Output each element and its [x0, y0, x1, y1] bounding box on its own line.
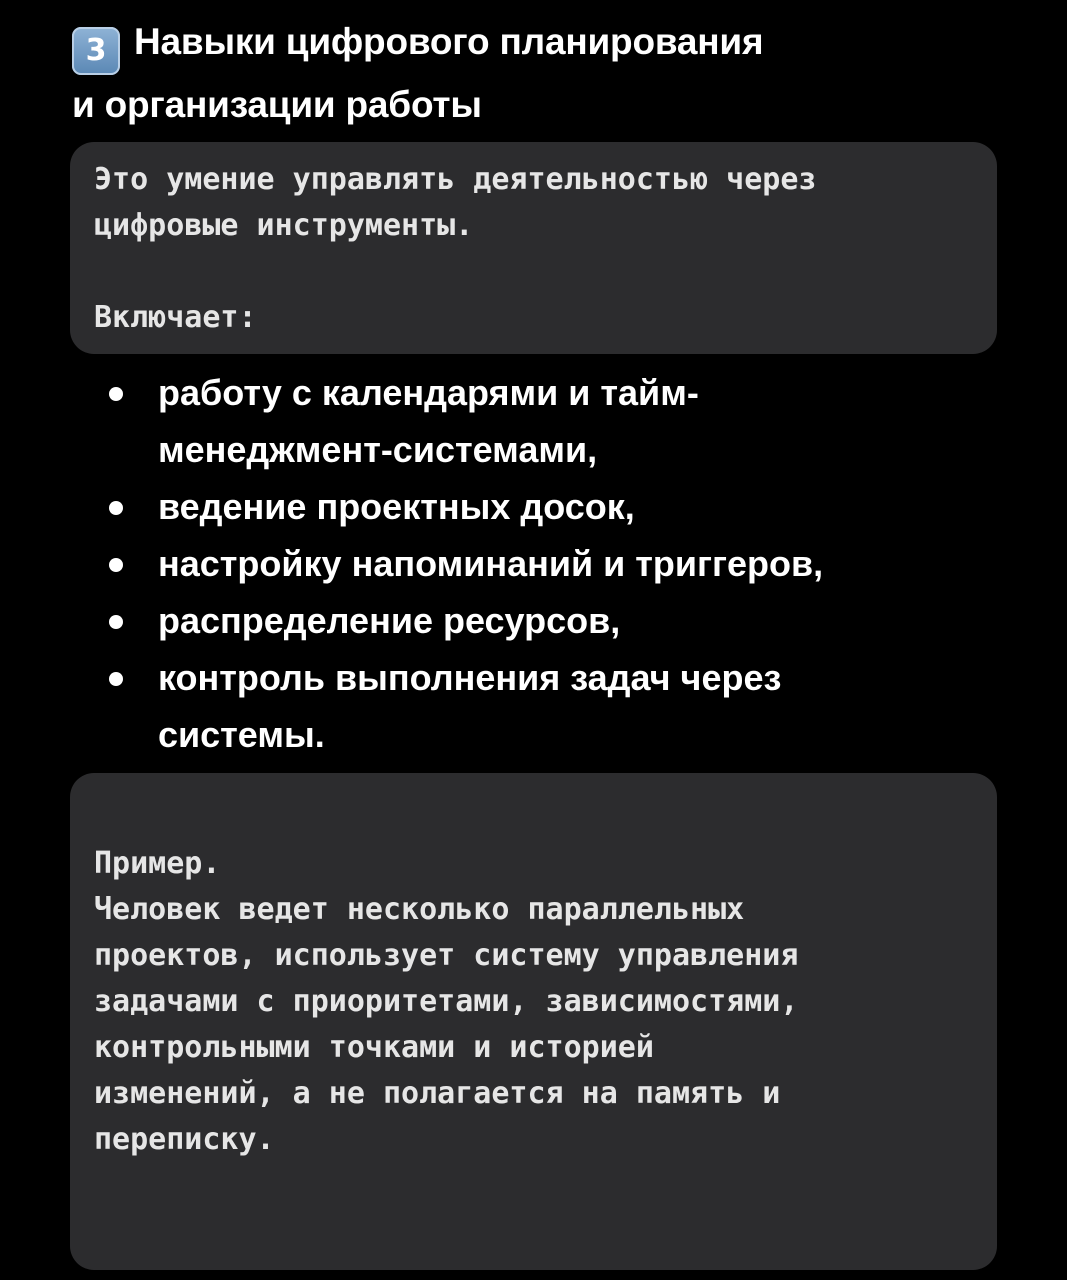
- bullet-icon: [109, 672, 123, 686]
- example-code-block: [70, 773, 997, 1270]
- list-item-text: работу с календарями и тайм-: [158, 372, 699, 413]
- section-heading: [72, 12, 1032, 135]
- example-line: изменений, а не полагается на память и: [94, 1076, 781, 1111]
- skills-bullet-list: [100, 364, 1000, 763]
- intro-includes-label: Включает:: [94, 300, 257, 335]
- example-line: контрольными точками и историей: [94, 1030, 654, 1065]
- intro-line-2: цифровые инструменты.: [94, 208, 474, 243]
- example-title: Пример.: [94, 846, 221, 881]
- heading-line-1: Навыки цифрового планирования: [134, 21, 764, 62]
- list-item: [100, 478, 1000, 535]
- intro-line-3: [94, 249, 973, 295]
- bullet-icon: [109, 615, 123, 629]
- list-item-text: системы.: [158, 714, 325, 755]
- bullet-icon: [109, 387, 123, 401]
- list-item: [100, 592, 1000, 649]
- keycap-number-icon: 3: [72, 27, 120, 75]
- intro-line-1: Это умение управлять деятельностью через: [94, 162, 817, 197]
- example-line: переписку.: [94, 1122, 275, 1157]
- list-item: [100, 364, 1000, 478]
- list-item: [100, 535, 1000, 592]
- bullet-icon: [109, 501, 123, 515]
- list-item: [100, 649, 1000, 763]
- heading-line-2: и организации работы: [72, 84, 482, 125]
- list-item-text: настройку напоминаний и триггеров,: [158, 543, 824, 584]
- list-item-text: распределение ресурсов,: [158, 600, 621, 641]
- list-item-text: ведение проектных досок,: [158, 486, 635, 527]
- list-item-text: контроль выполнения задач через: [158, 657, 782, 698]
- intro-code-block: [70, 142, 997, 354]
- example-line: проектов, использует систему управления: [94, 938, 799, 973]
- bullet-icon: [109, 558, 123, 572]
- list-item-text: менеджмент-системами,: [158, 429, 598, 470]
- example-line: задачами с приоритетами, зависимостями,: [94, 984, 799, 1019]
- example-line: Человек ведет несколько параллельных: [94, 892, 745, 927]
